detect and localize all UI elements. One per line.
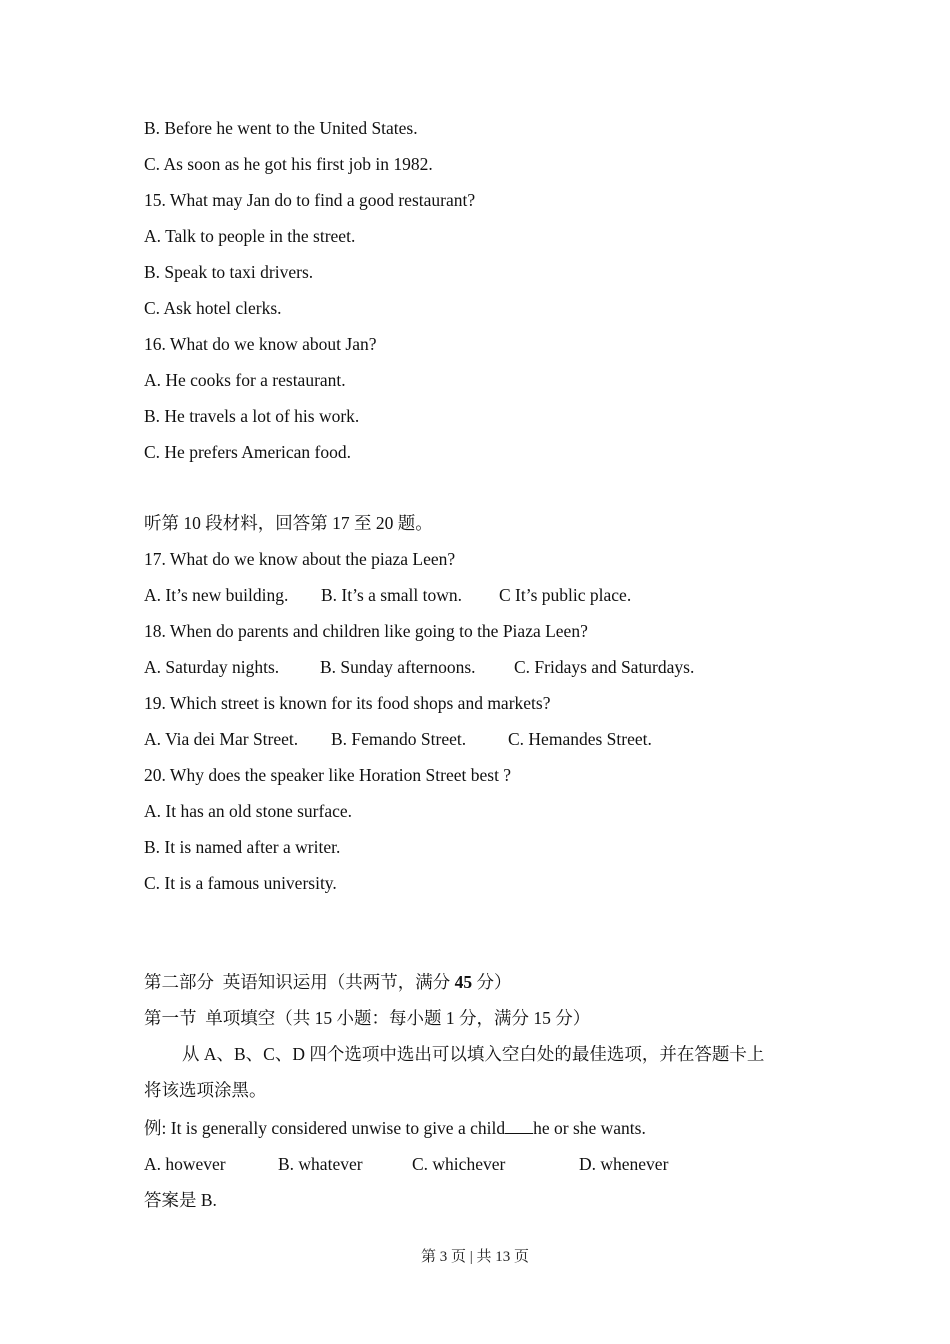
example-answer: 答案是 B. [144,1190,217,1210]
q16-question: 16. What do we know about Jan? [144,334,377,354]
q18-option-b: B. Sunday afternoons. [320,657,476,677]
example-option-b: B. whatever [278,1154,363,1174]
example-option-a: A. however [144,1154,226,1174]
q15-option-c: C. Ask hotel clerks. [144,298,282,318]
q15-question: 15. What may Jan do to find a good restaurant? [144,190,476,210]
q19-question: 19. Which street is known for its food shops and markets? [144,693,551,713]
example-suffix: he or she wants. [533,1118,646,1138]
example-sentence [144,1117,646,1139]
q20-question: 20. Why does the speaker like Horation Street best ? [144,765,512,785]
q16-option-a: A. He cooks for a restaurant. [144,370,346,390]
q20-option-c: C. It is a famous university. [144,873,337,893]
page-footer: 第 3 页 | 共 13 页 [420,1249,529,1265]
answer-blank [505,1117,533,1134]
part2-heading-score: 45 [454,972,473,992]
part2-heading [144,971,512,993]
instructions-line-2: 将该选项涂黑。 [144,1080,267,1100]
example-prefix: 例: It is generally considered unwise to give a child [144,1118,506,1138]
q18-option-c: C. Fridays and Saturdays. [514,657,695,677]
q20-option-b: B. It is named after a writer. [144,837,341,857]
q18-option-a: A. Saturday nights. [144,657,280,677]
q19-option-c: C. Hemandes Street. [508,729,652,749]
q16-option-c: C. He prefers American food. [144,442,352,462]
part2-heading-suffix: 分） [472,972,512,992]
q15-option-b: B. Speak to taxi drivers. [144,262,314,282]
q14-option-b: B. Before he went to the United States. [144,118,418,138]
q19-option-b: B. Femando Street. [331,729,467,749]
q17-option-c: C It’s public place. [499,585,632,605]
q18-question: 18. When do parents and children like going to the Piaza Leen? [144,621,588,641]
section1-heading: 第一节 单项填空（共 15 小题：每小题 1 分，满分 15 分） [144,1008,591,1028]
q20-option-a: A. It has an old stone surface. [144,801,352,821]
instructions-line-1: 从 A、B、C、D 四个选项中选出可以填入空白处的最佳选项，并在答题卡上 [182,1044,765,1064]
q14-option-c: C. As soon as he got his first job in 1982. [144,154,433,174]
example-option-c: C. whichever [412,1154,506,1174]
section10-intro: 听第 10 段材料，回答第 17 至 20 题。 [144,513,433,533]
q15-option-a: A. Talk to people in the street. [144,226,356,246]
part2-heading-prefix: 第二部分 英语知识运用（共两节，满分 [144,972,455,992]
q17-question: 17. What do we know about the piaza Leen? [144,549,456,569]
q17-option-b: B. It’s a small town. [321,585,462,605]
q19-option-a: A. Via dei Mar Street. [144,729,299,749]
q17-option-a: A. It’s new building. [144,585,289,605]
example-option-d: D. whenever [579,1154,669,1174]
q16-option-b: B. He travels a lot of his work. [144,406,360,426]
